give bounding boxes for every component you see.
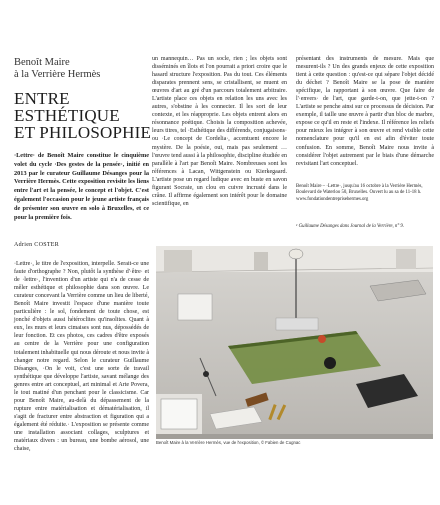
- body-column-2: [152, 55, 287, 208]
- article-author: Adrien COSTER: [14, 242, 60, 248]
- article-headline: [14, 90, 164, 141]
- body-column-3: [296, 55, 434, 168]
- exhibition-info: [296, 184, 434, 203]
- info-line: Benoît Maire – ·Lettre·, jusqu'au 16 octobre à la Verrière Hermès,: [296, 184, 423, 189]
- kicker-line-1: Benoît Maire: [14, 57, 70, 68]
- body-paragraph: ·Lettre·, le titre de l'exposition, interpelle. Serait-ce une faute d'orthographe ? Non, plutôt la synthèse d'·être· et de ·lettre·, l'invention d'un artiste qui n'a de cesse de mêler esthétique et philosophie dans son œuvre. Le curateur concevant la Verrière comme un lieu de liberté, Benoît Maire investit l'espace d'une manière toute particulière : le sol, fondement de toute chose, est jonché d'objets aussi hétéroclites qu'insolites. Quant à eux, les murs et leurs cimaises sont nus, dépossédés de leur fonction. Et ces photos, ces cadres d'être exposés au centre de la Verrière pour une configuration totalement inhabituelle qui nous déroute et nous invite à changer notre regard. Selon le curateur Guillaume Désanges, ·On le voit, c'est une sorte de travail synthétique que développe l'artiste, savant mélange des genres entre art conceptuel, art minimal et Arte Povera, le tout matiné d'un penchant pour le classicisme. Car pour Benoît Maire, au-delà du dépassement de la rupture entre matérialisation et dématérialisation, il s'agit de fracturer entre abstraction et figuration qui a également été réduite.· L'exposition se présente comme une installation associant collages, sculptures et matériaux divers : un bureau, une bombe aérosol, une chaise,: [14, 261, 149, 453]
- footnote-marker: ¹: [296, 224, 299, 229]
- body-paragraph: présentant des instruments de mesure. Mais que mesurent-ils ? Un des grands enjeux de cette exposition tient à cette question : qu'est-ce qui sépare l'objet décidé du déchet ? Benoît Maire se la pose de manière spécifique, la rapportant à son œuvre. Que faire de l'·envers· de l'art, que garde-t-on, que jette-t-on ? L'artiste se penche ainsi sur ce processus de décision. Par exemple, il taille une œuvre à partir d'un bloc de marbre, expose ce qu'il en reste et l'indexe. Il référence les reliefs pour mieux les intégrer à son œuvre et rend visible cette nomenclature pour qu'il en est afin d'éviter toute confusion. En somme, Benoît Maire nous invite à considérer l'objet autrement par le biais d'une démarche revisitant l'art conceptuel.: [296, 56, 434, 167]
- body-column-1: [14, 260, 149, 453]
- exhibition-photo-drawing: [156, 246, 433, 439]
- body-paragraph: un mannequin… Pas un socle, rien ; les objets sont disséminés en îlots et l'on pourrait a priori croire que le hasard structure l'exposition. Pas du tout. Ces éléments disparates prennent sens, se cristallisent, se muent en œuvres d'art au gré d'un parcours totalement arbitraire. L'artiste place ces objets en relation les uns avec les autres, s'obstine à les connecter. Il les sort de leur contexte, et les réapproprie. Les objets entrent alors en résonnance poétique. Choisis la composition achevée, leurs titres, tel ·Esthétique des différends, conjugaisons· ou ·Le concept de Cordelia·, accentuent encore le mystère. De la poésie, oui, mais pas seulement … l'œuvre tend aussi à la philosophie, discipline étudiée en parallèle à l'art par Benoît Maire. Nombreuses sont les références à Lacan, Wittgenstein ou Kierkegaard. L'artiste pose un regard ludique avec en buste en savon figurant Socrate, un clou en cuivre incrusté dans le crâne. Il affirme également son intérêt pour le domaine scientifique, en: [152, 56, 287, 207]
- kicker-line-2: à la Verrière Hermès: [14, 69, 101, 80]
- article-lead: ·Lettre· de Benoît Maire constitue le cinquième volet du cycle ·Des gestes de la pensée·, initié en 2013 par le curateur Guillaume Désanges pour la Verrière Hermès. Cette exposition revisite les liens entre l'art et la pensée, le concept et l'objet. C'est également l'occasion pour le jeune artiste français de présenter son œuvre en solo à Bruxelles, et ce pour la première fois.: [14, 152, 149, 221]
- photo-caption: Benoît Maire à la Verrière Hermès, vue de l'exposition, © Fabien de Cugnac: [156, 440, 301, 445]
- article-kicker: [14, 57, 100, 81]
- headline-line-1: ENTRE ESTHÉTIQUE: [14, 89, 120, 125]
- footnote-text: Guillaume Désanges dans Journal de la Verrière, n° 9.: [298, 224, 405, 229]
- footnote: [296, 224, 434, 230]
- info-link: www.fondationdentreprisehermes.org: [296, 196, 369, 202]
- exhibition-photo: [156, 246, 433, 439]
- info-line: Boulevard de Waterloo 50, Bruxelles. Ouvert lu au sa de 11-18 h.: [296, 190, 422, 196]
- headline-line-2: ET PHILOSOPHIE: [14, 123, 152, 142]
